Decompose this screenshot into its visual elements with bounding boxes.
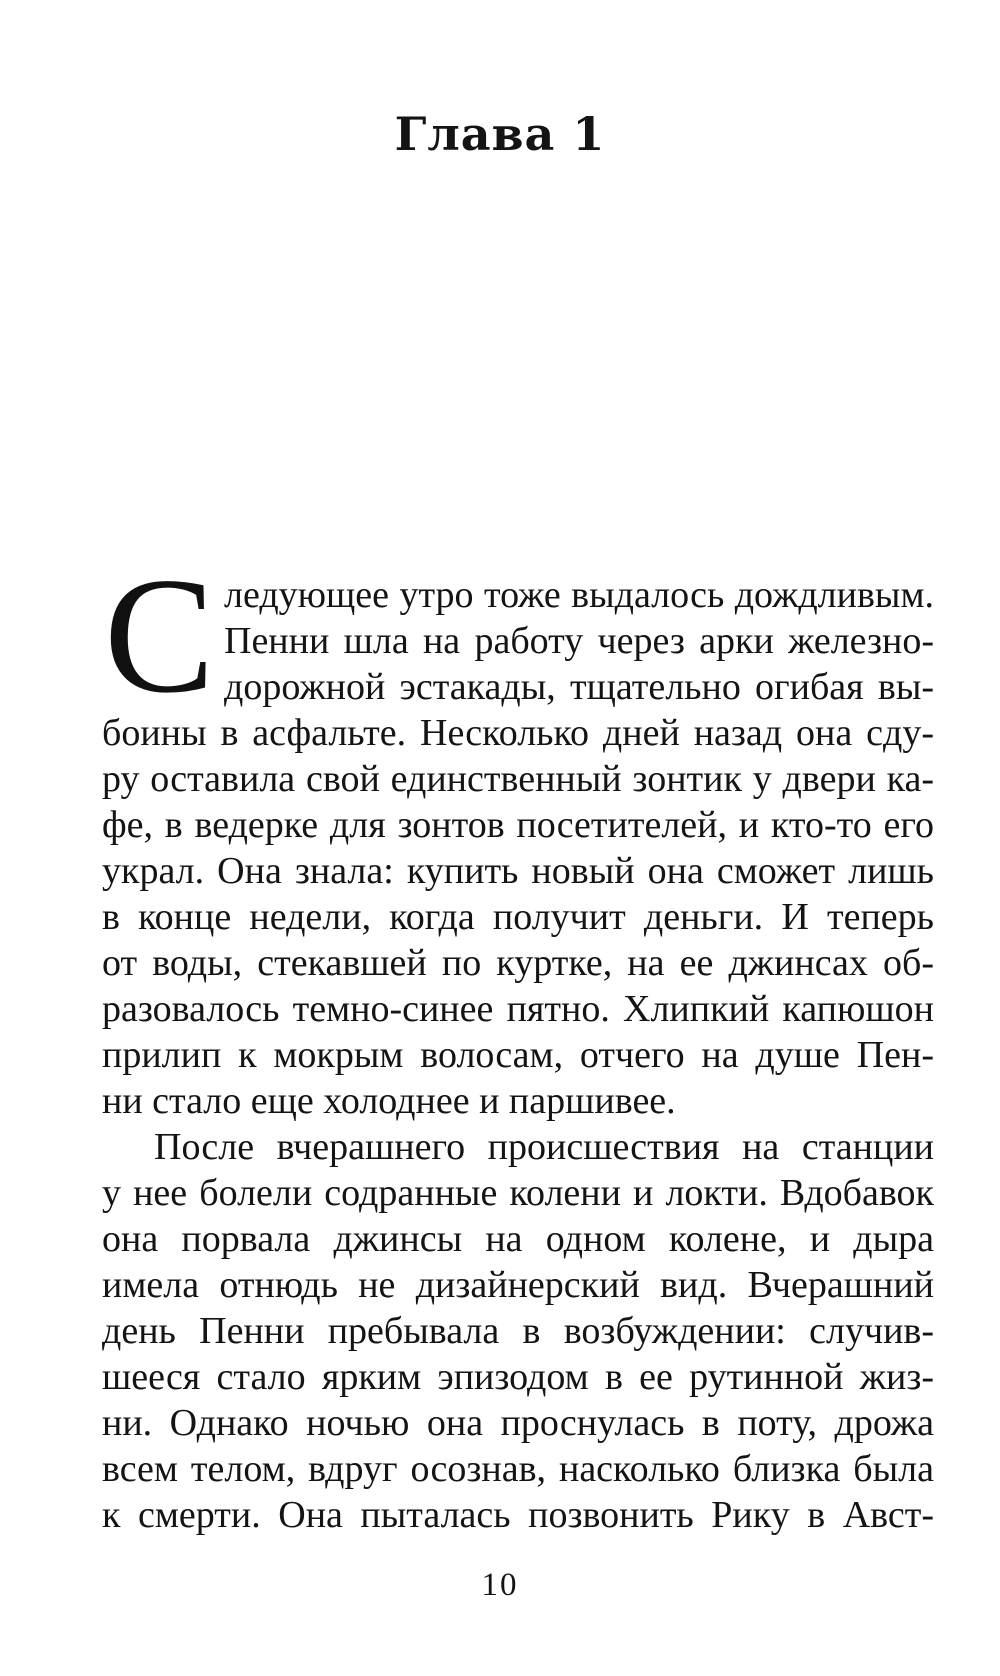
text-line: у нее болели содранные колени и локти. Вдобавок (102, 1172, 934, 1214)
text-line: шееся стало ярким эпизодом в ее рутинной жиз- (102, 1356, 934, 1398)
text-line: ни. Однако ночью она проснулась в поту, дрожа (102, 1402, 934, 1444)
text-line: фе, в ведерке для зонтов посетителей, и кто-то его (102, 804, 934, 846)
body-text (102, 572, 934, 1538)
text-line: имела отнюдь не дизайнерский вид. Вчерашний (102, 1264, 934, 1306)
text-line: Пенни шла на работу через арки железно- (224, 620, 934, 662)
page-number: 10 (481, 1567, 519, 1603)
chapter-title: Глава 1 (394, 107, 606, 161)
text-line: боины в асфальте. Несколько дней назад она сду- (102, 712, 934, 754)
text-line: ни стало еще холоднее и паршивее. (102, 1080, 676, 1122)
text-line: ру оставила свой единственный зонтик у двери ка- (102, 758, 934, 800)
text-line: украл. Она знала: купить новый она сможет лишь (102, 850, 934, 892)
text-line: в конце недели, когда получит деньги. И теперь (102, 896, 934, 938)
text-line: от воды, стекавшей по куртке, на ее джинсах об- (102, 942, 934, 984)
text-line: к смерти. Она пыталась позвонить Рику в Авст- (102, 1494, 934, 1536)
text-line: ледующее утро тоже выдалось дождливым. (224, 574, 934, 616)
text-line: разовалось темно-синее пятно. Хлипкий капюшон (102, 988, 934, 1030)
text-line: день Пенни пребывала в возбуждении: случив- (102, 1310, 934, 1352)
text-line: всем телом, вдруг осознав, насколько близка была (102, 1448, 934, 1490)
text-line: После вчерашнего происшествия на станции (154, 1126, 934, 1168)
text-line: она порвала джинсы на одном колене, и дыра (102, 1218, 934, 1260)
drop-cap: С (104, 543, 215, 727)
text-line: прилип к мокрым волосам, отчего на душе Пен- (102, 1034, 934, 1076)
text-line: дорожной эстакады, тщательно огибая вы- (224, 666, 934, 708)
